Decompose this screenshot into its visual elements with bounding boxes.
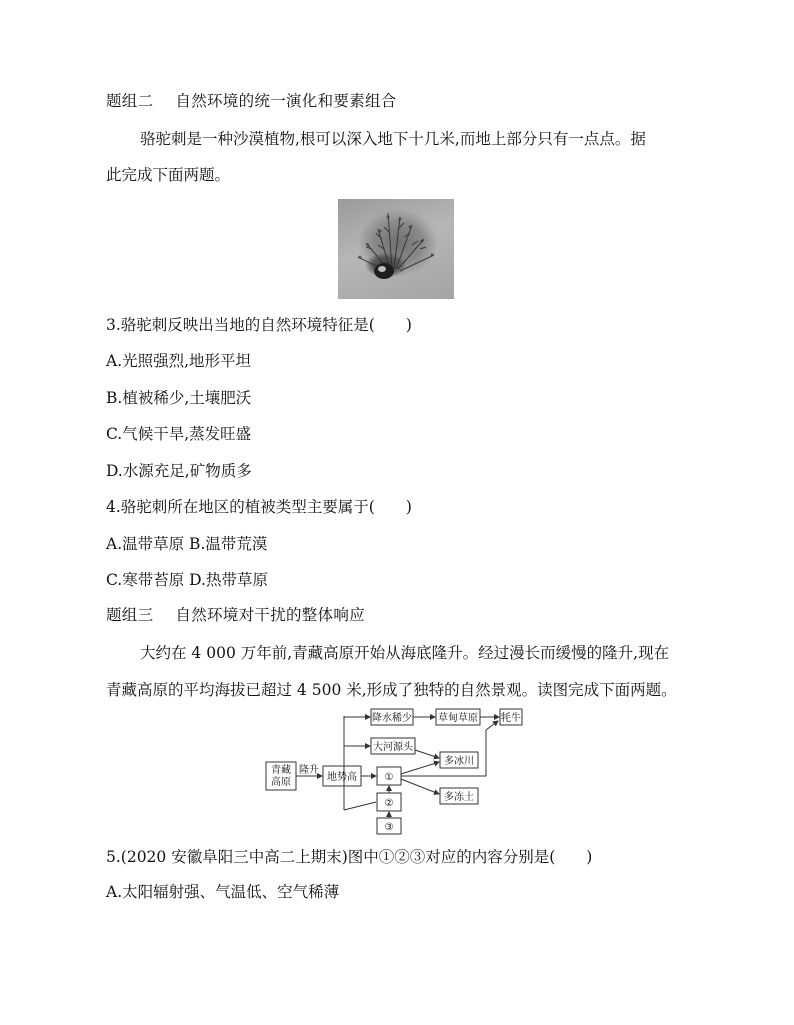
q3-option-b: B.植被稀少,土壤肥沃 — [106, 389, 252, 407]
section3-heading — [106, 604, 365, 626]
q4-options-row1: A.温带草原 B.温带荒漠 — [106, 535, 268, 553]
frozen-label: 多冻土 — [444, 792, 474, 803]
q3-option-a: A.光照强烈,地形平坦 — [106, 352, 252, 370]
camel-thorn-photo — [338, 199, 454, 299]
arrow-river-glacier — [415, 750, 439, 758]
section3-subtitle: 自然环境对干扰的整体响应 — [175, 606, 366, 624]
meadow-label: 草甸草原 — [438, 713, 478, 724]
rain-label: 降水稀少 — [372, 713, 412, 724]
river-label: 大河源头 — [373, 742, 413, 753]
section2-heading — [106, 90, 397, 112]
arrow-n1-frozen — [401, 779, 439, 794]
line-n2 — [344, 802, 376, 810]
q3-stem: 3.骆驼刺反映出当地的自然环境特征是( ) — [106, 316, 412, 334]
arrow-n1-glacier — [401, 762, 439, 774]
flow-diagram — [262, 706, 524, 836]
uplift-label: 隆升 — [299, 765, 319, 776]
intro2-line2: 此完成下面两题。 — [106, 166, 231, 184]
n3-label: ③ — [384, 822, 394, 833]
plateau-line2: 高原 — [271, 777, 291, 788]
section2-title: 题组二 — [106, 92, 154, 110]
q4-stem: 4.骆驼刺所在地区的植被类型主要属于( ) — [106, 498, 412, 516]
q3-option-c: C.气候干旱,蒸发旺盛 — [106, 425, 252, 443]
q4-options-row2: C.寒带苔原 D.热带草原 — [106, 571, 268, 589]
intro2-line1: 骆驼刺是一种沙漠植物,根可以深入地下十几米,而地上部分只有一点点。据 — [140, 130, 646, 148]
q3-option-d: D.水源充足,矿物质多 — [106, 462, 252, 480]
intro3-line2: 青藏高原的平均海拔已超过 4 500 米,形成了独特的自然景观。读图完成下面两题。 — [106, 681, 677, 699]
plateau-line1: 青藏 — [271, 765, 291, 776]
yak-label: 牦牛 — [501, 713, 521, 724]
n2-label: ② — [384, 798, 394, 809]
intro3-line1: 大约在 4 000 万年前,青藏高原开始从海底隆升。经过漫长而缓慢的隆升,现在 — [140, 644, 670, 662]
n1-label: ① — [384, 772, 394, 783]
plant-icon — [338, 199, 454, 299]
q5-option-a: A.太阳辐射强、气温低、空气稀薄 — [106, 883, 340, 901]
section3-title: 题组三 — [106, 606, 154, 624]
q5-stem: 5.(2020 安徽阜阳三中高二上期末)图中①②③对应的内容分别是( ) — [106, 848, 593, 866]
arrow-to-yak — [486, 721, 498, 730]
section2-subtitle: 自然环境的统一演化和要素组合 — [175, 92, 397, 110]
glacier-label: 多冰川 — [444, 756, 474, 767]
terrain-label: 地势高 — [327, 772, 357, 783]
